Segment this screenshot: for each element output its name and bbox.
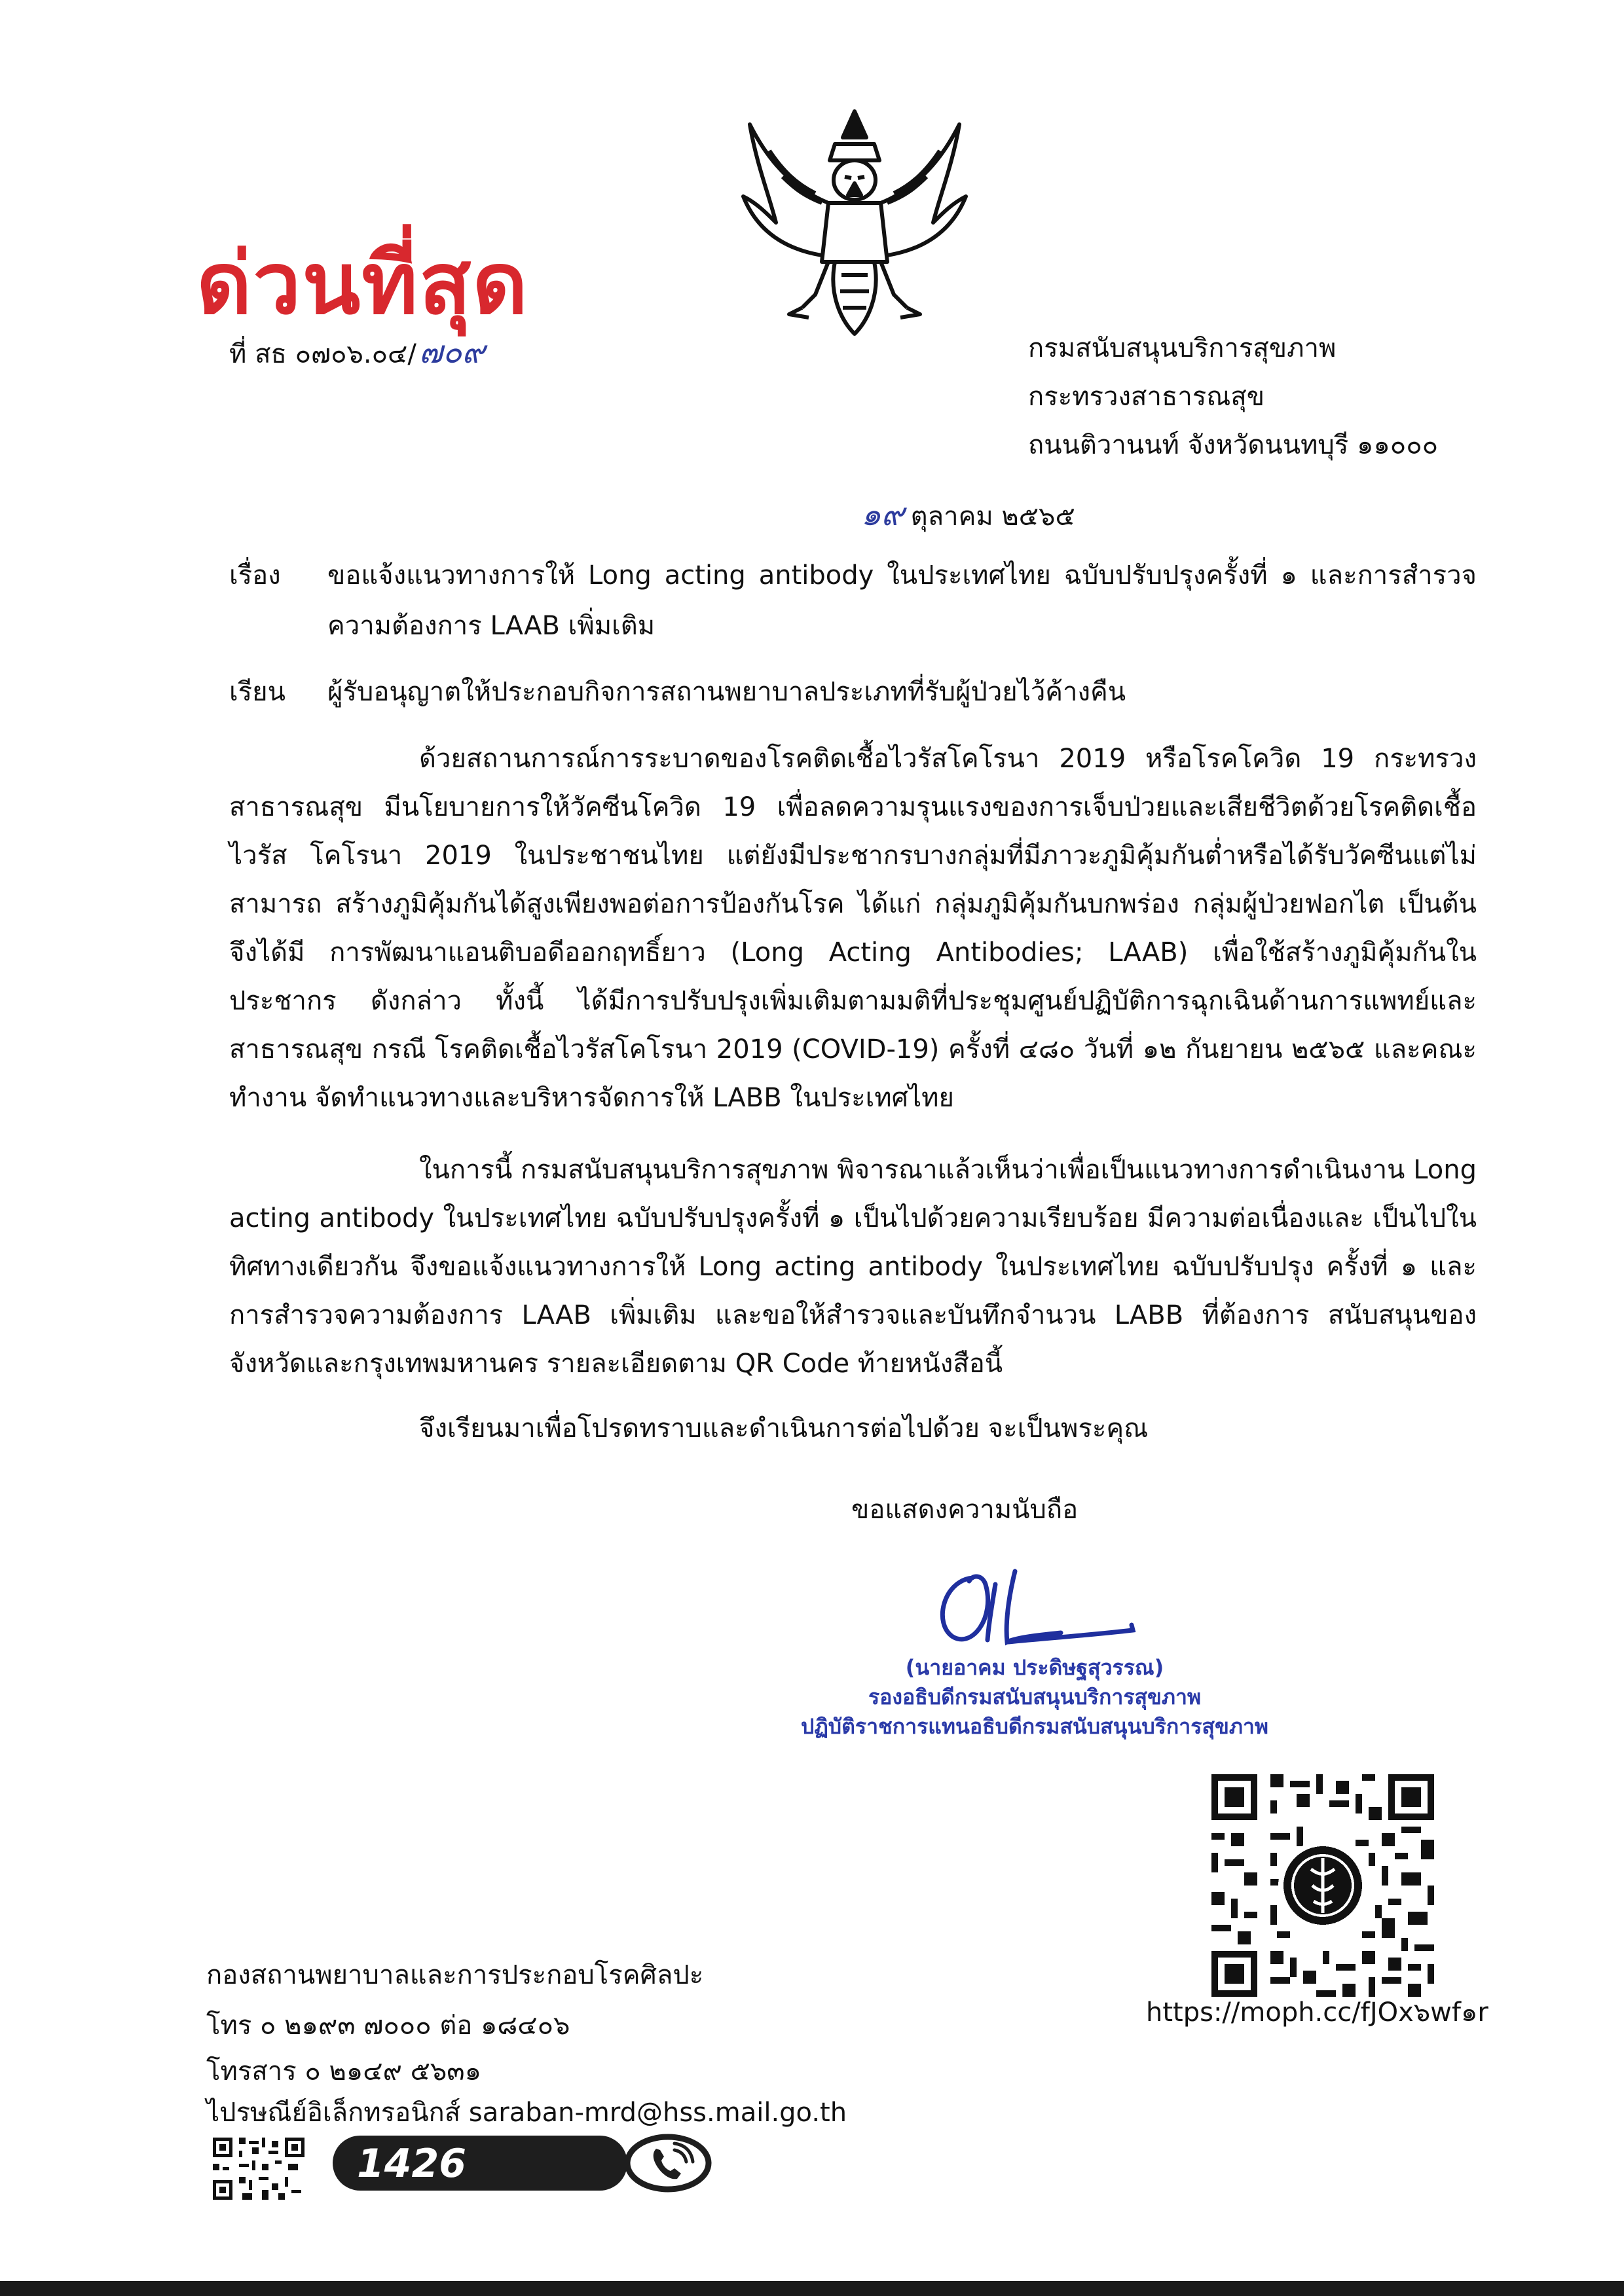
small-qr-code-icon bbox=[213, 2138, 304, 2200]
subject-label: เรื่อง bbox=[229, 560, 281, 591]
hotline-number: 1426 bbox=[357, 2141, 466, 2187]
regards: ขอแสดงความนับถือ bbox=[851, 1495, 1079, 1525]
contact-division: กองสถานพยาบาลและการประกอบโรคศิลปะ bbox=[206, 1960, 704, 1990]
body-paragraph-1: ด้วยสถานการณ์การระบาดของโรคติดเชื้อไวรัสโคโรนา 2019 หรือโรคโควิด 19 กระทรวงสาธารณสุข มีนโยบายการให้วัคซีนโควิด 19 เพื่อลดความรุนแรงของการเจ็บป่วยและเสียชีวิตด้วยโรคติดเชื้อไวรัส โคโรนา 2019 ในประชาชนไทย แต่ยังมีประชากรบางกลุ่มที่มีภาวะภูมิคุ้มกันต่ำหรือได้รับวัคซีนแต่ไม่สามารถ สร้างภูมิคุ้มกันได้สูงเพียงพอต่อการป้องกันโรค ได้แก่ กลุ่มภูมิคุ้มกันบกพร่อง กลุ่มผู้ป่วยฟอกไต เป็นต้น จึงได้มี การพัฒนาแอนติบอดีออกฤทธิ์ยาว (Long Acting Antibodies; LAAB) เพื่อใช้สร้างภูมิคุ้มกันในประชากร ดังกล่าว ทั้งนี้ ได้มีการปรับปรุงเพิ่มเติมตามมติที่ประชุมศูนย์ปฏิบัติการฉุกเฉินด้านการแพทย์และสาธารณสุข กรณี โรคติดเชื้อไวรัสโคโรนา 2019 (COVID-19) ครั้งที่ ๔๘๐ วันที่ ๑๒ กันยายน ๒๕๖๕ และคณะทำงาน จัดทำแนวทางและบริหารจัดการให้ LABB ในประเทศไทย bbox=[229, 744, 1477, 1113]
signatory-name: (นายอาคม ประดิษฐสุวรรณ) bbox=[905, 1655, 1164, 1680]
doc-number-label: ที่ สธ ๐๗๐๖.๐๔/ bbox=[229, 339, 416, 369]
recipient-label: เรียน bbox=[229, 677, 286, 707]
contact-email: ไปรษณีย์อิเล็กทรอนิกส์ saraban-mrd@hss.mail.go.th bbox=[206, 2098, 847, 2128]
closing-line: จึงเรียนมาเพื่อโปรดทราบและดำเนินการต่อไปด้วย จะเป็นพระคุณ bbox=[419, 1413, 1149, 1444]
subject-line2: ความต้องการ LAAB เพิ่มเติม bbox=[327, 611, 655, 641]
doc-number-handwritten: ๗๐๙ bbox=[418, 334, 485, 371]
sender-line2: กระทรวงสาธารณสุข bbox=[1028, 382, 1265, 412]
date-month-year: ตุลาคม ๒๕๖๕ bbox=[910, 501, 1075, 532]
garuda-emblem-icon bbox=[730, 98, 979, 347]
signatory-position-1: รองอธิบดีกรมสนับสนุนบริการสุขภาพ bbox=[868, 1685, 1202, 1709]
signature-icon bbox=[923, 1565, 1139, 1656]
contact-fax: โทรสาร ๐ ๒๑๔๙ ๕๖๓๑ bbox=[206, 2056, 481, 2086]
qr-code-icon bbox=[1211, 1774, 1434, 1997]
contact-phone: โทร ๐ ๒๑๙๓ ๗๐๐๐ ต่อ ๑๘๔๐๖ bbox=[206, 2011, 570, 2041]
doc-number bbox=[229, 334, 485, 372]
sender-line1: กรมสนับสนุนบริการสุขภาพ bbox=[1028, 333, 1337, 363]
urgency-stamp: ด่วนที่สุด bbox=[196, 233, 529, 333]
phone-icon bbox=[622, 2133, 714, 2193]
document-date bbox=[861, 496, 1075, 534]
sender-line3: ถนนติวานนท์ จังหวัดนนทบุรี ๑๑๐๐๐ bbox=[1028, 430, 1439, 460]
qr-url: https://moph.cc/fJOx๖wf๑r bbox=[1146, 1997, 1488, 2028]
date-day-handwritten: ๑๙ bbox=[861, 496, 904, 533]
bottom-edge bbox=[0, 2281, 1624, 2296]
recipient-text: ผู้รับอนุญาตให้ประกอบกิจการสถานพยาบาลประเภทที่รับผู้ป่วยไว้ค้างคืน bbox=[327, 677, 1126, 707]
subject-line1: ขอแจ้งแนวทางการให้ Long acting antibody ในประเทศไทย ฉบับปรับปรุงครั้งที่ ๑ และการสำรวจ bbox=[327, 560, 1477, 591]
body-paragraph-2: ในการนี้ กรมสนับสนุนบริการสุขภาพ พิจารณาแล้วเห็นว่าเพื่อเป็นแนวทางการดำเนินงาน Long acting antibody ในประเทศไทย ฉบับปรับปรุงครั้งที่ ๑ เป็นไปด้วยความเรียบร้อย มีความต่อเนื่องและ เป็นไปในทิศทางเดียวกัน จึงขอแจ้งแนวทางการให้ Long acting antibody ในประเทศไทย ฉบับปรับปรุง ครั้งที่ ๑ และการสำรวจความต้องการ LAAB เพิ่มเติม และขอให้สำรวจและบันทึกจำนวน LABB ที่ต้องการ สนับสนุนของจังหวัดและกรุงเทพมหานคร รายละเอียดตาม QR Code ท้ายหนังสือนี้ bbox=[229, 1155, 1477, 1379]
signatory-position-2: ปฏิบัติราชการแทนอธิบดีกรมสนับสนุนบริการสุขภาพ bbox=[801, 1714, 1268, 1739]
